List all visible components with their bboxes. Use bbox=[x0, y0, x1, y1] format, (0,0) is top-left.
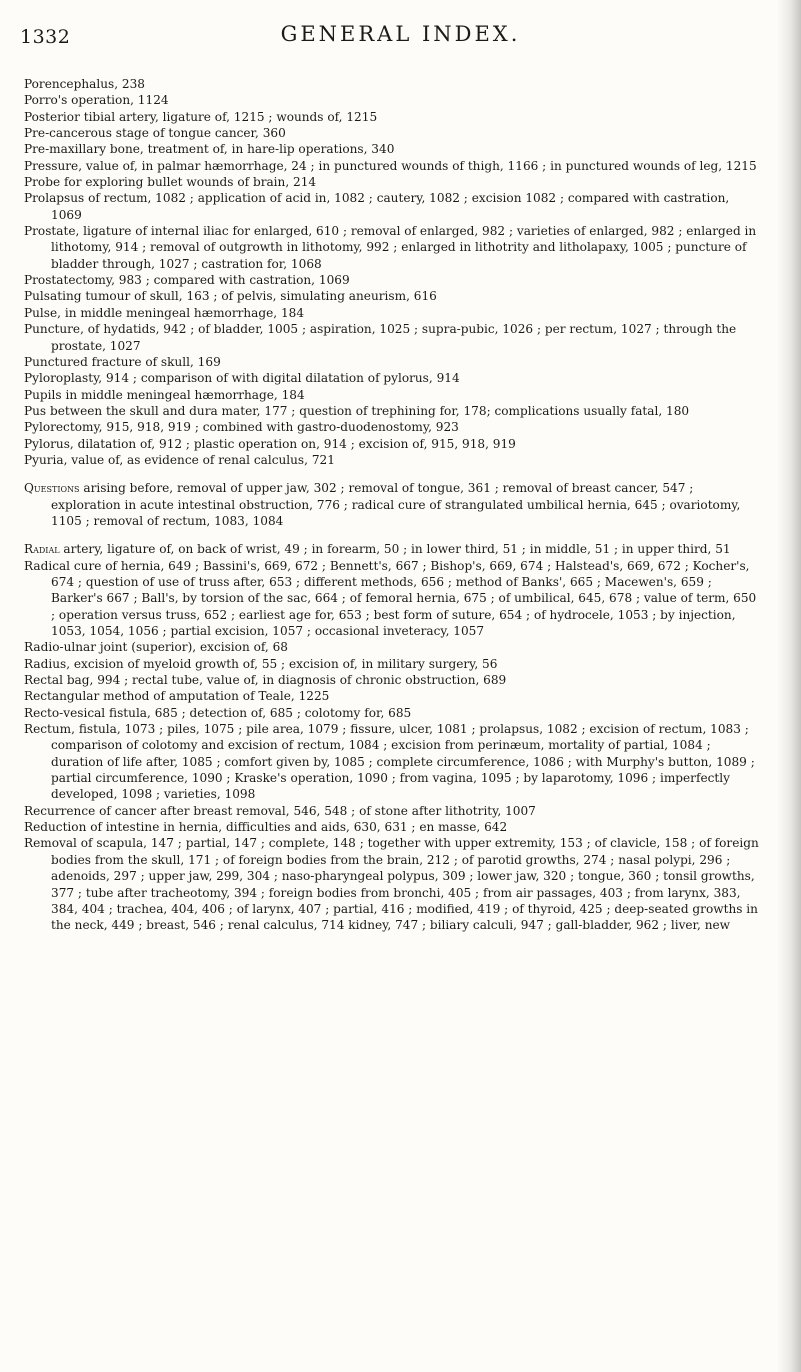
index-entry bbox=[24, 76, 762, 92]
entry-text: Probe for exploring bullet wounds of brain, 214 bbox=[24, 175, 317, 190]
index-entry bbox=[24, 125, 762, 141]
index-entry bbox=[24, 419, 762, 435]
index-entry bbox=[24, 288, 762, 304]
index-entry bbox=[24, 541, 762, 557]
index-entry bbox=[24, 370, 762, 386]
entry-text: Posterior tibial artery, ligature of, 1215 ; wounds of, 1215 bbox=[24, 109, 378, 124]
index-entry bbox=[24, 223, 762, 272]
index-entry bbox=[24, 272, 762, 288]
entry-text: Pressure, value of, in palmar hæmorrhage, 24 ; in punctured wounds of thigh, 1166 ; in punctured wounds of leg, 1215 bbox=[24, 158, 757, 173]
entry-text: artery, ligature of, on back of wrist, 49 ; in forearm, 50 ; in lower third, 51 ; in middle, 51 ; in upper third, 51 bbox=[59, 542, 731, 557]
page-number: 1332 bbox=[20, 26, 71, 48]
entry-text: Removal of scapula, 147 ; partial, 147 ; complete, 148 ; together with upper extremity, 153 ; of clavicle, 158 ; of foreign bodies from the skull, 171 ; of foreign bodies from the brain, 212 ; of parotid growths, 274 ; nasal polypi, 296 ; adenoids, 297 ; upper jaw, 299, 304 ; naso-pharyngeal polypus, 309 ; lower jaw, 320 ; tongue, 360 ; tonsil growths, 377 ; tube after tracheotomy, 394 ; foreign bodies from bronchi, 405 ; from air passages, 403 ; from larynx, 383, 384, 404 ; trachea, 404, 406 ; of larynx, 407 ; partial, 416 ; modified, 419 ; of thyroid, 425 ; deep-seated growths in the neck, 449 ; breast, 546 ; renal calculus, 714 kidney, 747 ; biliary calculi, 947 ; gall-bladder, 962 ; liver, new bbox=[24, 836, 759, 933]
entry-text: Pre-maxillary bone, treatment of, in hare-lip operations, 340 bbox=[24, 142, 395, 157]
section-gap bbox=[24, 468, 762, 480]
entry-text: Prolapsus of rectum, 1082 ; application of acid in, 1082 ; cautery, 1082 ; excision 1082 ; compared with castration, 1069 bbox=[24, 191, 730, 222]
section-head-word: Radial bbox=[24, 542, 60, 557]
running-title: GENERAL INDEX. bbox=[280, 22, 521, 46]
entry-text: Rectal bag, 994 ; rectal tube, value of, in diagnosis of chronic obstruction, 689 bbox=[24, 673, 507, 688]
entry-text: Puncture, of hydatids, 942 ; of bladder, 1005 ; aspiration, 1025 ; supra-pubic, 1026 ; per rectum, 1027 ; through the prostate, 1027 bbox=[24, 322, 737, 353]
entry-text: Pylorectomy, 915, 918, 919 ; combined with gastro-duodenostomy, 923 bbox=[24, 420, 459, 435]
entry-text: Porencephalus, 238 bbox=[24, 77, 145, 91]
index-entry bbox=[24, 558, 762, 640]
entry-text: Prostatectomy, 983 ; compared with castration, 1069 bbox=[24, 273, 350, 288]
index-entry bbox=[24, 452, 762, 468]
index-entry bbox=[24, 158, 762, 174]
index-entry bbox=[24, 174, 762, 190]
index-entry bbox=[24, 819, 762, 835]
entry-text: Porro's operation, 1124 bbox=[24, 93, 169, 108]
entry-text: Pylorus, dilatation of, 912 ; plastic operation on, 914 ; excision of, 915, 918, 919 bbox=[24, 436, 516, 451]
entry-text: Rectangular method of amputation of Teale, 1225 bbox=[24, 689, 330, 704]
page-header bbox=[0, 22, 801, 52]
index-entry bbox=[24, 480, 762, 529]
index-entry bbox=[24, 835, 762, 933]
entry-text: arising before, removal of upper jaw, 302 ; removal of tongue, 361 ; removal of breast cancer, 547 ; exploration in acute intestinal obstruction, 776 ; radical cure of strangulated umbilical hernia, 645 ; ovariotomy, 1105 ; removal of rectum, 1083, 1084 bbox=[51, 481, 741, 528]
index-entry bbox=[24, 141, 762, 157]
index-entry bbox=[24, 639, 762, 655]
entry-text: Rectum, fistula, 1073 ; piles, 1075 ; pile area, 1079 ; fissure, ulcer, 1081 ; prolapsus, 1082 ; excision of rectum, 1083 ; comparison of colotomy and excision of rectum, 1084 ; excision from perinæum, mortality of partial, 1084 ; duration of life after, 1085 ; comfort given by, 1085 ; complete circumference, 1086 ; with Murphy's button, 1089 ; partial circumference, 1090 ; Kraske's operation, 1090 ; from vagina, 1095 ; by laparotomy, 1096 ; imperfectly developed, 1098 ; varieties, 1098 bbox=[24, 722, 755, 802]
index-entry bbox=[24, 436, 762, 452]
entry-text: Prostate, ligature of internal iliac for enlarged, 610 ; removal of enlarged, 982 ; varieties of enlarged, 982 ; enlarged in lithotomy, 914 ; removal of outgrowth in lithotomy, 992 ; enlarged in lithotrity and litholapaxy, 1005 ; puncture of bladder through, 1027 ; castration for, 1068 bbox=[24, 224, 757, 271]
index-entry bbox=[24, 387, 762, 403]
entry-text: Pyloroplasty, 914 ; comparison of with digital dilatation of pylorus, 914 bbox=[24, 371, 460, 386]
entry-text: Pulsating tumour of skull, 163 ; of pelvis, simulating aneurism, 616 bbox=[24, 289, 437, 304]
entry-text: Pupils in middle meningeal hæmorrhage, 184 bbox=[24, 387, 305, 402]
index-entry bbox=[24, 92, 762, 108]
entry-text: Radical cure of hernia, 649 ; Bassini's, 669, 672 ; Bennett's, 667 ; Bishop's, 669, 674 ; Halstead's, 669, 672 ; Kocher's, 674 ; question of use of truss after, 653 ; different methods, 656 ; method of Banks', 665 ; Macewen's, 659 ; Barker's 667 ; Ball's, by torsion of the sac, 664 ; of femoral hernia, 675 ; of umbilical, 645, 678 ; value of term, 650 ; operation versus truss, 652 ; earliest age for, 653 ; best form of suture, 654 ; of hydrocele, 1053 ; by injection, 1053, 1054, 1056 ; partial excision, 1057 ; occasional inveteracy, 1057 bbox=[24, 558, 757, 638]
index-entry bbox=[24, 803, 762, 819]
entry-text: Pyuria, value of, as evidence of renal calculus, 721 bbox=[24, 452, 335, 467]
index-entry bbox=[24, 403, 762, 419]
entry-text: Pus between the skull and dura mater, 177 ; question of trephining for, 178; complications usually fatal, 180 bbox=[24, 403, 690, 418]
entry-text: Pulse, in middle meningeal hæmorrhage, 184 bbox=[24, 305, 305, 320]
index-entry bbox=[24, 190, 762, 223]
index-entry bbox=[24, 705, 762, 721]
index-entry bbox=[24, 672, 762, 688]
index-entry bbox=[24, 305, 762, 321]
page-edge-shadow bbox=[777, 0, 801, 1372]
entry-text: Pre-cancerous stage of tongue cancer, 360 bbox=[24, 126, 286, 141]
entry-text: Radio-ulnar joint (superior), excision of, 68 bbox=[24, 640, 288, 655]
index-entry bbox=[24, 656, 762, 672]
index-body bbox=[24, 76, 762, 934]
index-entry bbox=[24, 688, 762, 704]
entry-text: Radius, excision of myeloid growth of, 55 ; excision of, in military surgery, 56 bbox=[24, 656, 498, 671]
index-entry bbox=[24, 721, 762, 803]
section-head-word: Questions bbox=[24, 481, 80, 496]
entry-text: Reduction of intestine in hernia, difficulties and aids, 630, 631 ; en masse, 642 bbox=[24, 820, 508, 835]
entry-text: Recto-vesical fistula, 685 ; detection of, 685 ; colotomy for, 685 bbox=[24, 705, 412, 720]
section-gap bbox=[24, 529, 762, 541]
index-entry bbox=[24, 321, 762, 354]
index-entry bbox=[24, 354, 762, 370]
index-entry bbox=[24, 109, 762, 125]
entry-text: Punctured fracture of skull, 169 bbox=[24, 354, 221, 369]
entry-text: Recurrence of cancer after breast removal, 546, 548 ; of stone after lithotrity, 1007 bbox=[24, 803, 536, 818]
